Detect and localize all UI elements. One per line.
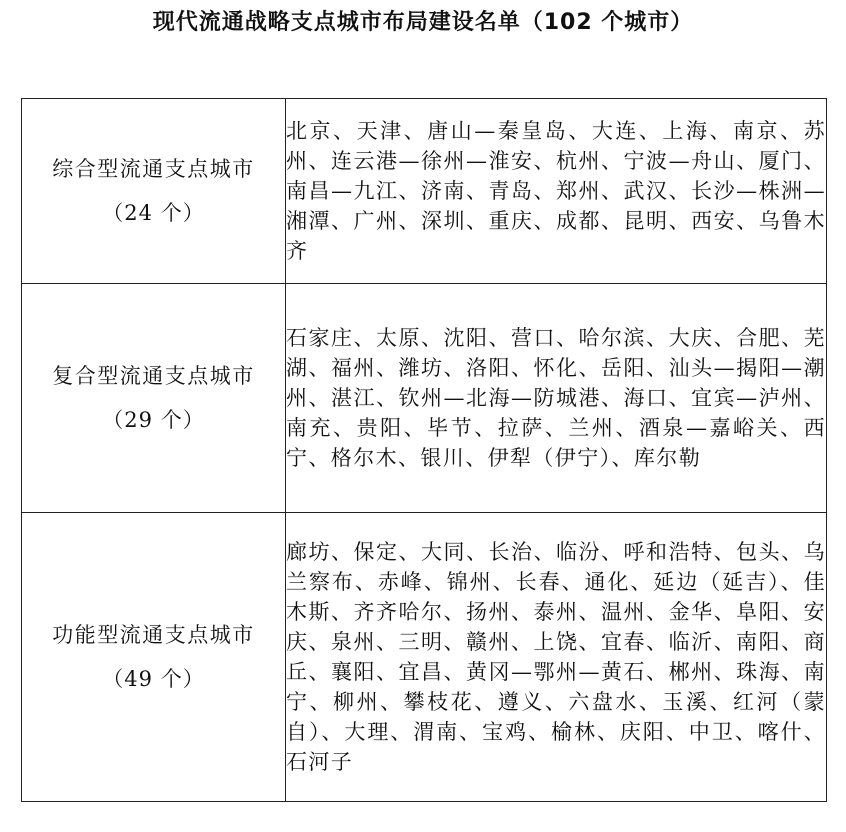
table-row	[22, 99, 827, 284]
category-count: （24 个）	[102, 201, 205, 225]
city-list-table	[21, 98, 827, 802]
category-cell	[22, 284, 286, 513]
city-list: 石家庄、太原、沈阳、营口、哈尔滨、大庆、合肥、芜湖、福州、潍坊、洛阳、怀化、岳阳、汕头—揭阳—潮州、湛江、钦州—北海—防城港、海口、宜宾—泸州、南充、贵阳、毕节、拉萨、兰州、酒泉—嘉峪关、西宁、格尔木、银川、伊犁（伊宁）、库尔勒	[286, 284, 827, 513]
category-name: 功能型流通支点城市	[52, 623, 255, 647]
city-list: 北京、天津、唐山—秦皇岛、大连、上海、南京、苏州、连云港—徐州—淮安、杭州、宁波—舟山、厦门、南昌—九江、济南、青岛、郑州、武汉、长沙—株洲—湘潭、广州、深圳、重庆、成都、昆明、西安、乌鲁木齐	[286, 99, 827, 284]
category-cell	[22, 513, 286, 802]
category-count: （49 个）	[102, 667, 205, 691]
category-count: （29 个）	[102, 408, 205, 432]
category-cell	[22, 99, 286, 284]
page-title: 现代流通战略支点城市布局建设名单（102 个城市）	[152, 10, 694, 35]
category-name: 综合型流通支点城市	[52, 157, 255, 181]
category-name: 复合型流通支点城市	[52, 364, 255, 388]
table-row	[22, 513, 827, 802]
table-row	[22, 284, 827, 513]
city-list: 廊坊、保定、大同、长治、临汾、呼和浩特、包头、乌兰察布、赤峰、锦州、长春、通化、延边（延吉）、佳木斯、齐齐哈尔、扬州、泰州、温州、金华、阜阳、安庆、泉州、三明、赣州、上饶、宜春、临沂、南阳、商丘、襄阳、宜昌、黄冈—鄂州—黄石、郴州、珠海、南宁、柳州、攀枝花、遵义、六盘水、玉溪、红河（蒙自）、大理、渭南、宝鸡、榆林、庆阳、中卫、喀什、石河子	[286, 513, 827, 802]
